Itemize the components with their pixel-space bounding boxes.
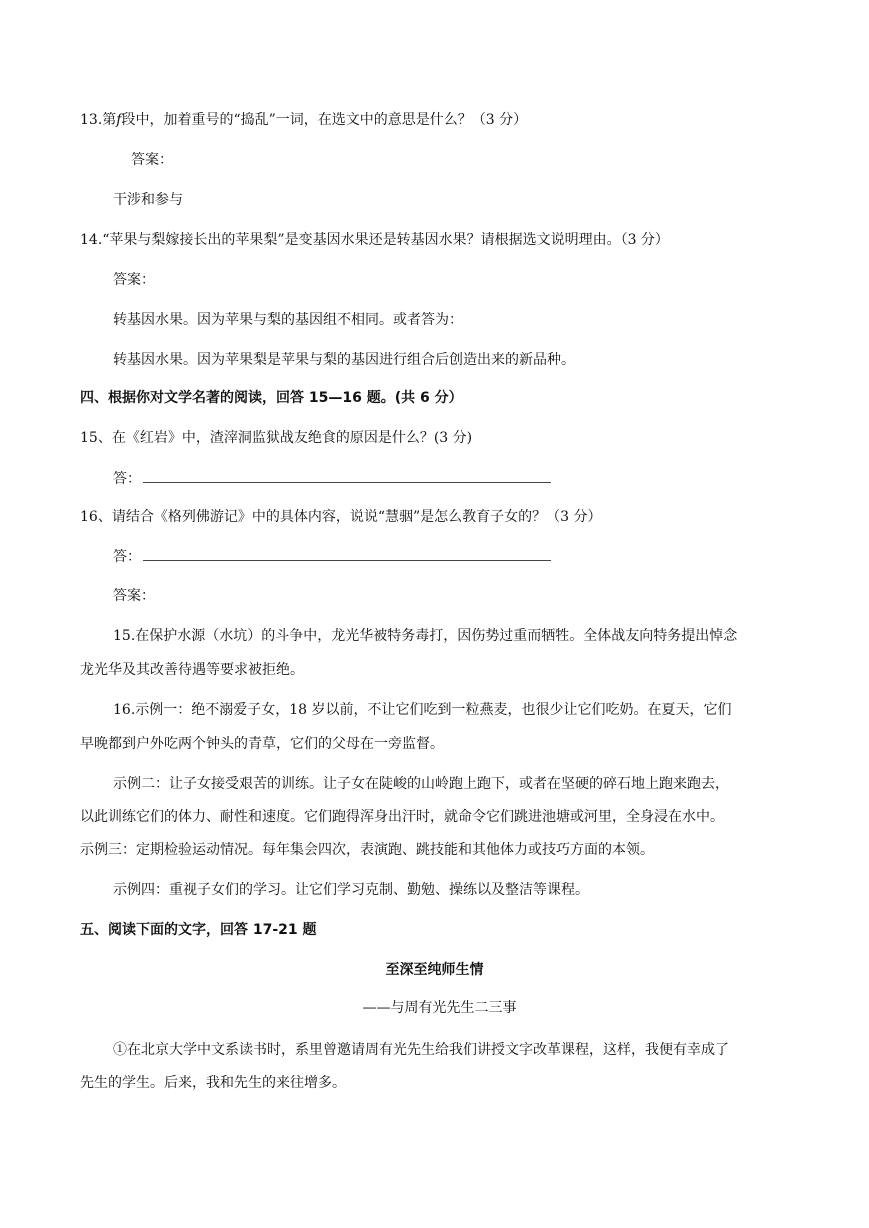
section-4-answer-label: 答案：	[113, 588, 155, 604]
question-14-answer-label: 答案：	[113, 272, 155, 288]
answer-blank	[143, 468, 551, 483]
answer-16-line-1: 16.示例一：绝不溺爱子女，18 岁以前，不让它们吃到一粒燕麦，也很少让它们吃奶。在夏天，它们	[113, 702, 732, 718]
answer-15-line-2: 龙光华及其改善待遇等要求被拒绝。	[80, 662, 304, 678]
question-13-text: 段中，加着重号的“捣乱”一词，在选文中的意思是什么？（3 分）	[121, 112, 528, 128]
question-16-answer-line	[113, 546, 551, 567]
question-13-prefix: 13.第	[80, 112, 117, 128]
question-13-answer-label: 答案：	[131, 152, 173, 168]
example-2-line-1: 示例二：让子女接受艰苦的训练。让子女在陡峻的山岭跑上跑下，或者在坚硬的碎石地上跑来跑去，	[113, 776, 729, 792]
example-2-line-2: 以此训练它们的体力、耐性和速度。它们跑得浑身出汗时，就命令它们跳进池塘或河里，全身浸在水中。	[80, 809, 724, 825]
example-3: 示例三：定期检验运动情况。每年集会四次，表演跑、跳技能和其他体力或技巧方面的本领。	[80, 842, 654, 858]
question-16: 16、请结合《格列佛游记》中的具体内容，说说“慧骃”是怎么教育子女的？（3 分）	[80, 509, 602, 525]
paragraph-1-line-1: ①在北京大学中文系读书时，系里曾邀请周有光先生给我们讲授文字改革课程，这样，我便有幸成了	[113, 1042, 729, 1058]
article-subtitle: ——与周有光先生二三事	[362, 1000, 517, 1016]
question-16-answer-label: 答：	[113, 549, 141, 565]
question-13-answer: 干涉和参与	[113, 192, 183, 208]
section-4-heading: 四、根据你对文学名著的阅读，回答 15—16 题。(共 6 分）	[80, 390, 463, 406]
question-15: 15、在《红岩》中，渣滓洞监狱战友绝食的原因是什么？(3 分)	[80, 430, 473, 446]
paragraph-mark: f	[116, 112, 122, 128]
answer-15-line-1: 15.在保护水源（水坑）的斗争中，龙光华被特务毒打，因伤势过重而牺牲。全体战友向特务提出悼念	[113, 628, 738, 644]
section-5-heading: 五、阅读下面的文字，回答 17-21 题	[80, 922, 317, 938]
question-14-answer-2: 转基因水果。因为苹果梨是苹果与梨的基因进行组合后创造出来的新品种。	[113, 352, 575, 368]
paragraph-1-line-2: 先生的学生。后来，我和先生的来往增多。	[80, 1075, 346, 1091]
question-13	[80, 110, 527, 130]
question-15-answer-line	[113, 468, 551, 489]
answer-16-line-2: 早晚都到户外吃两个钟头的青草，它们的父母在一旁监督。	[80, 736, 444, 752]
question-15-answer-label: 答：	[113, 471, 141, 487]
question-14: 14.“苹果与梨嫁接长出的苹果梨”是变基因水果还是转基因水果？请根据选文说明理由。（3 分）	[80, 232, 669, 248]
example-4: 示例四：重视子女们的学习。让它们学习克制、勤勉、操练以及整洁等课程。	[113, 882, 589, 898]
article-title: 至深至纯师生情	[385, 962, 484, 978]
answer-blank	[143, 546, 551, 561]
question-14-answer-1: 转基因水果。因为苹果与梨的基因组不相同。或者答为：	[113, 312, 463, 328]
